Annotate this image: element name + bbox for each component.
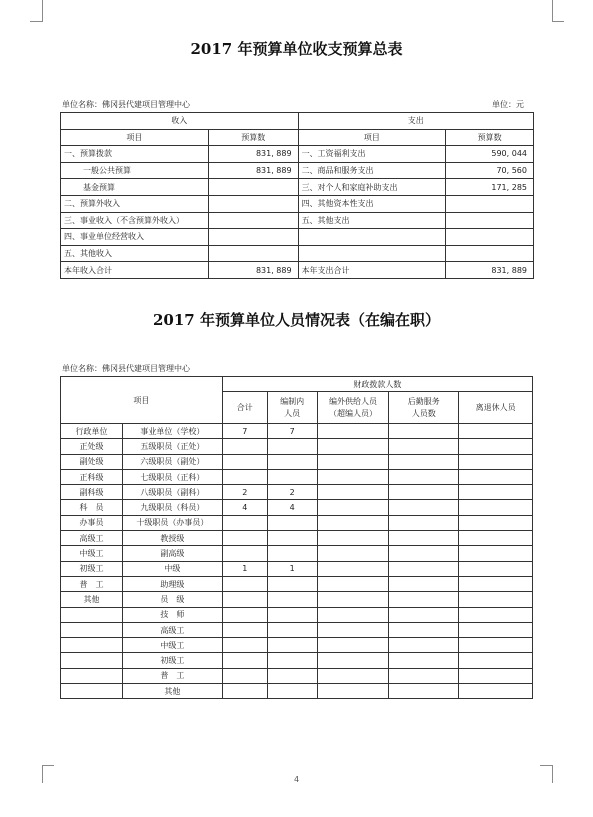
expense-amount: 171, 285 (446, 179, 534, 196)
staff-count (459, 607, 533, 622)
staff-row-category: 高级工 (61, 531, 123, 546)
expense-header: 支出 (298, 113, 533, 130)
staff-row (61, 668, 533, 683)
budget-unit-name: 单位名称：佛冈县代建项目管理中心 (62, 100, 190, 109)
staff-count: 2 (267, 485, 317, 500)
staff-row (61, 454, 533, 469)
income-item: 三、事业收入（不含预算外收入） (61, 212, 209, 229)
staff-count (222, 546, 267, 561)
staff-row-category (61, 684, 123, 699)
expense-item (298, 229, 446, 246)
staff-count (317, 684, 389, 699)
staff-row-category: 副处级 (61, 454, 123, 469)
staff-count (267, 607, 317, 622)
staff-row (61, 607, 533, 622)
staff-col-header: 编外供给人员 （超编人员） (317, 392, 389, 424)
income-amount (208, 212, 298, 229)
staff-count (317, 515, 389, 530)
staff-count (317, 653, 389, 668)
staff-row (61, 653, 533, 668)
staff-count (267, 684, 317, 699)
staff-row-category: 正处级 (61, 439, 123, 454)
staff-count (267, 653, 317, 668)
budget-row (61, 262, 534, 279)
staff-row (61, 638, 533, 653)
staff-count (222, 607, 267, 622)
staff-row-category (61, 638, 123, 653)
staff-row (61, 515, 533, 530)
staff-count: 7 (222, 424, 267, 439)
expense-amount (446, 229, 534, 246)
expense-amount: 70, 560 (446, 162, 534, 179)
col-amount: 预算数 (446, 129, 534, 146)
crop-mark (552, 0, 553, 22)
budget-row (61, 146, 534, 163)
expense-item: 本年支出合计 (298, 262, 446, 279)
income-item: 基金预算 (61, 179, 209, 196)
staff-count (389, 576, 459, 591)
staff-row-grade: 中级工 (122, 638, 222, 653)
staff-count (222, 684, 267, 699)
staff-count (389, 684, 459, 699)
staff-count (317, 592, 389, 607)
staff-count (459, 485, 533, 500)
budget-row (61, 162, 534, 179)
staff-row-grade: 副高级 (122, 546, 222, 561)
staff-table (60, 376, 533, 699)
staff-count (459, 653, 533, 668)
budget-row (61, 212, 534, 229)
page-number: 4 (293, 775, 300, 784)
income-item: 一般公共预算 (61, 162, 209, 179)
staff-count (222, 531, 267, 546)
staff-row-grade: 员 级 (122, 592, 222, 607)
staff-count (389, 592, 459, 607)
staff-count: 4 (222, 500, 267, 515)
staff-count (317, 485, 389, 500)
staff-row-grade: 初级工 (122, 653, 222, 668)
staff-row (61, 684, 533, 699)
staff-count (459, 576, 533, 591)
staff-col-header: 离退休人员 (459, 392, 533, 424)
staff-count (459, 622, 533, 637)
staff-row (61, 622, 533, 637)
staff-count: 2 (222, 485, 267, 500)
expense-amount (446, 195, 534, 212)
income-amount (208, 195, 298, 212)
staff-row-category: 科 员 (61, 500, 123, 515)
staff-row-grade: 七级职员（正科） (122, 469, 222, 484)
expense-item: 三、对个人和家庭补助支出 (298, 179, 446, 196)
staff-row (61, 592, 533, 607)
staff-col-header: 编制内 人员 (267, 392, 317, 424)
staff-count (222, 653, 267, 668)
staff-count (267, 592, 317, 607)
staff-count: 7 (267, 424, 317, 439)
crop-mark (30, 21, 42, 22)
budget-row (61, 245, 534, 262)
staff-count (459, 469, 533, 484)
staff-row-grade: 高级工 (122, 622, 222, 637)
staff-count (389, 607, 459, 622)
staff-count (459, 515, 533, 530)
expense-item: 二、商品和服务支出 (298, 162, 446, 179)
staff-count (459, 546, 533, 561)
staff-row-grade: 十级职员（办事员） (122, 515, 222, 530)
staff-row (61, 500, 533, 515)
staff-count (389, 515, 459, 530)
staff-count (317, 469, 389, 484)
expense-amount: 831, 889 (446, 262, 534, 279)
staff-row-category: 中级工 (61, 546, 123, 561)
budget-table (60, 112, 534, 279)
staff-row-category: 初级工 (61, 561, 123, 576)
staff-count (317, 500, 389, 515)
staff-count (222, 469, 267, 484)
staff-row-category: 办事员 (61, 515, 123, 530)
income-amount (208, 179, 298, 196)
staff-count (267, 546, 317, 561)
staff-row-category: 副科级 (61, 485, 123, 500)
staff-count (267, 515, 317, 530)
income-amount: 831, 889 (208, 146, 298, 163)
expense-item: 四、其他资本性支出 (298, 195, 446, 212)
staff-count: 1 (222, 561, 267, 576)
staff-header-group: 财政拨款人数 (222, 377, 532, 392)
income-header: 收入 (61, 113, 299, 130)
staff-count (317, 576, 389, 591)
staff-count (389, 638, 459, 653)
col-item: 项目 (61, 129, 209, 146)
staff-count (267, 576, 317, 591)
staff-count (389, 485, 459, 500)
staff-row (61, 531, 533, 546)
budget-table-title: 2017 年预算单位收支预算总表 (190, 40, 403, 58)
crop-mark (552, 21, 564, 22)
crop-mark (540, 765, 552, 766)
staff-row-category (61, 622, 123, 637)
col-item: 项目 (298, 129, 446, 146)
staff-count (389, 622, 459, 637)
staff-count (317, 638, 389, 653)
staff-count (459, 531, 533, 546)
expense-amount: 590, 044 (446, 146, 534, 163)
staff-row-grade: 技 师 (122, 607, 222, 622)
staff-count (389, 561, 459, 576)
expense-amount (446, 212, 534, 229)
staff-row-grade: 其他 (122, 684, 222, 699)
staff-count (459, 668, 533, 683)
expense-item: 一、工资福利支出 (298, 146, 446, 163)
staff-count (317, 531, 389, 546)
staff-count (317, 607, 389, 622)
crop-mark (42, 0, 43, 22)
staff-row (61, 469, 533, 484)
staff-row (61, 561, 533, 576)
income-amount: 831, 889 (208, 162, 298, 179)
staff-count (459, 454, 533, 469)
staff-count (222, 668, 267, 683)
staff-count (389, 469, 459, 484)
staff-row (61, 485, 533, 500)
staff-row-grade: 五级职员（正处） (122, 439, 222, 454)
staff-count (267, 622, 317, 637)
staff-count (317, 622, 389, 637)
staff-count (389, 454, 459, 469)
staff-table-title: 2017 年预算单位人员情况表（在编在职） (153, 311, 440, 329)
staff-row-category: 行政单位 (61, 424, 123, 439)
staff-count (317, 439, 389, 454)
staff-count (317, 561, 389, 576)
staff-row-category (61, 668, 123, 683)
staff-count (459, 592, 533, 607)
staff-count (317, 546, 389, 561)
staff-count (389, 668, 459, 683)
staff-count: 1 (267, 561, 317, 576)
income-item: 四、事业单位经营收入 (61, 229, 209, 246)
col-amount: 预算数 (208, 129, 298, 146)
staff-row (61, 424, 533, 439)
staff-row-grade: 事业单位（学校） (122, 424, 222, 439)
income-item: 二、预算外收入 (61, 195, 209, 212)
staff-count (459, 424, 533, 439)
staff-row-category (61, 653, 123, 668)
budget-row (61, 229, 534, 246)
staff-count (222, 439, 267, 454)
staff-row-grade: 中级 (122, 561, 222, 576)
expense-item (298, 245, 446, 262)
staff-count (389, 546, 459, 561)
staff-count (222, 454, 267, 469)
staff-count (267, 668, 317, 683)
income-item: 五、其他收入 (61, 245, 209, 262)
staff-row (61, 546, 533, 561)
income-amount (208, 245, 298, 262)
staff-count (267, 439, 317, 454)
staff-row-category: 正科级 (61, 469, 123, 484)
staff-row-grade: 九级职员（科员） (122, 500, 222, 515)
staff-row-category: 普 工 (61, 576, 123, 591)
staff-row-grade: 六级职员（副处） (122, 454, 222, 469)
staff-unit-name: 单位名称：佛冈县代建项目管理中心 (62, 364, 190, 373)
staff-count (222, 515, 267, 530)
staff-count (389, 424, 459, 439)
staff-col-header: 后勤服务 人员数 (389, 392, 459, 424)
staff-row-grade: 八级职员（副科） (122, 485, 222, 500)
staff-count (459, 684, 533, 699)
staff-row-grade: 助理级 (122, 576, 222, 591)
staff-count: 4 (267, 500, 317, 515)
expense-amount (446, 245, 534, 262)
staff-header-item: 项目 (61, 377, 223, 424)
staff-row (61, 439, 533, 454)
staff-count (222, 592, 267, 607)
income-item: 一、预算拨款 (61, 146, 209, 163)
income-amount (208, 229, 298, 246)
staff-count (389, 500, 459, 515)
staff-count (389, 531, 459, 546)
income-amount: 831, 889 (208, 262, 298, 279)
staff-col-header: 合计 (222, 392, 267, 424)
budget-row (61, 179, 534, 196)
staff-count (459, 439, 533, 454)
staff-row-category (61, 607, 123, 622)
crop-mark (42, 765, 54, 766)
staff-count (267, 638, 317, 653)
staff-count (317, 424, 389, 439)
staff-count (317, 454, 389, 469)
staff-row-category: 其他 (61, 592, 123, 607)
staff-count (459, 638, 533, 653)
staff-count (317, 668, 389, 683)
staff-count (222, 638, 267, 653)
budget-unit-label: 单位：元 (492, 100, 524, 109)
budget-row (61, 195, 534, 212)
staff-row (61, 576, 533, 591)
staff-count (389, 439, 459, 454)
income-item: 本年收入合计 (61, 262, 209, 279)
staff-row-grade: 教授级 (122, 531, 222, 546)
staff-count (222, 622, 267, 637)
staff-count (222, 576, 267, 591)
staff-count (459, 500, 533, 515)
staff-count (389, 653, 459, 668)
staff-count (459, 561, 533, 576)
staff-count (267, 531, 317, 546)
staff-row-grade: 普 工 (122, 668, 222, 683)
staff-count (267, 454, 317, 469)
staff-count (267, 469, 317, 484)
expense-item: 五、其他支出 (298, 212, 446, 229)
